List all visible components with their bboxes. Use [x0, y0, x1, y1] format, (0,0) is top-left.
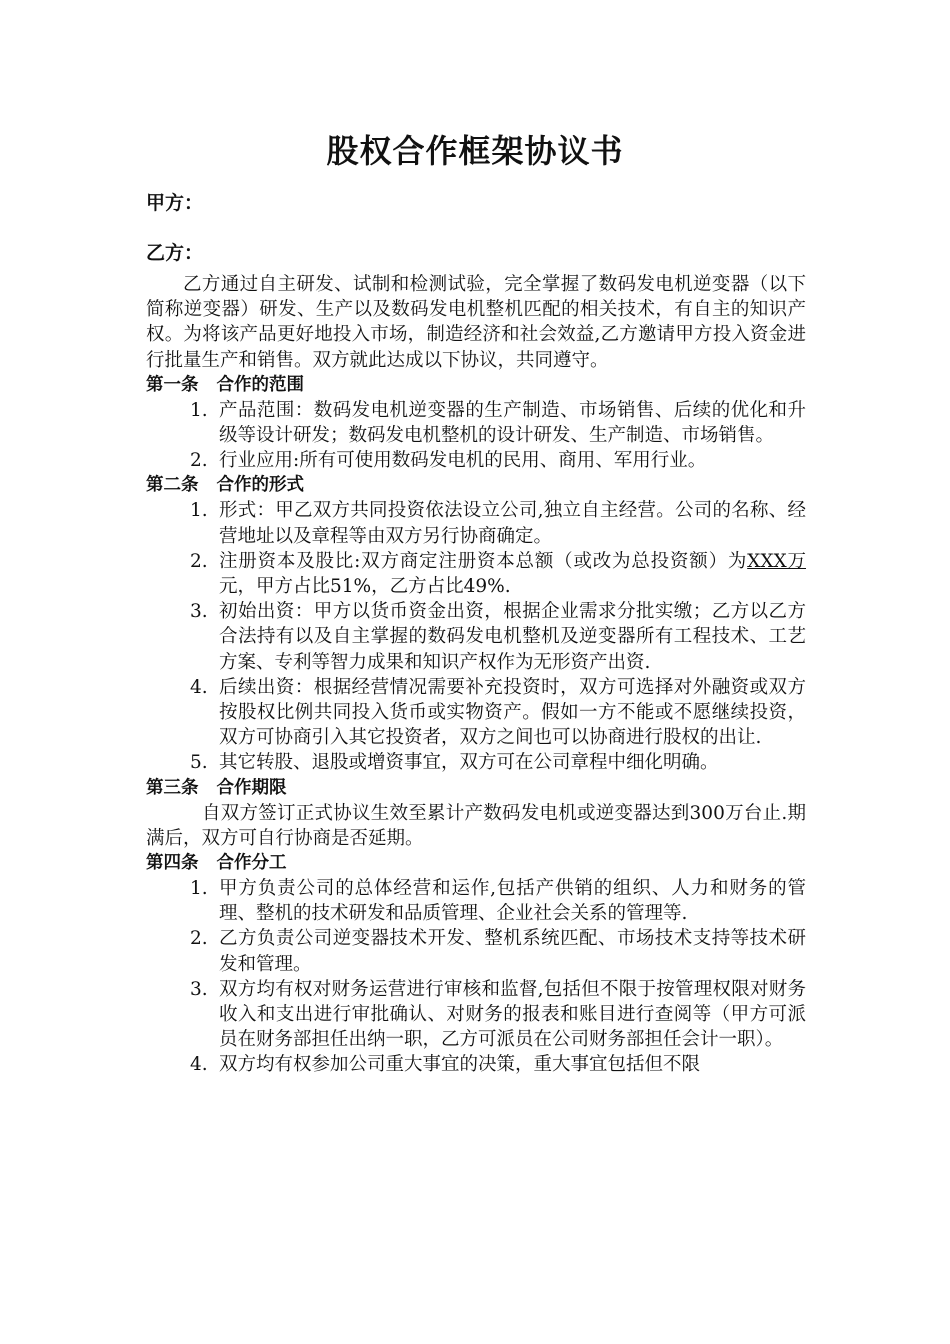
- list-item: [146, 977, 806, 1053]
- article-number: 第三条: [146, 777, 199, 798]
- article-title: 合作分工: [216, 853, 287, 874]
- article-number: 第二条: [146, 475, 199, 496]
- article-title: 合作的形式: [216, 475, 304, 496]
- item-number: 5.: [190, 752, 208, 774]
- page-title: 股权合作框架协议书: [326, 132, 624, 170]
- list-item: [146, 549, 806, 599]
- list-item: [146, 448, 806, 473]
- list-item: [146, 876, 806, 926]
- article-1-heading: [146, 373, 806, 398]
- item-number: 3.: [190, 601, 208, 623]
- item-number: 4.: [190, 1054, 208, 1076]
- item-number: 1.: [190, 500, 208, 522]
- item-text: 形式：甲乙双方共同投资依法设立公司,独立自主经营。公司的名称、经营地址以及章程等由双方另行协商确定。: [219, 500, 806, 547]
- registered-capital-amount: XXX万: [747, 550, 806, 572]
- item-text: 其它转股、退股或增资事宜，双方可在公司章程中细化明确。: [219, 752, 719, 774]
- document-body: [146, 272, 806, 1078]
- list-item: [146, 1052, 806, 1077]
- article-title: 合作的范围: [216, 374, 304, 395]
- item-text: 双方均有权参加公司重大事宜的决策，重大事宜包括但不限: [219, 1054, 701, 1076]
- item-text: 初始出资：甲方以货币资金出资，根据企业需求分批实缴；乙方以乙方合法持有以及自主掌握的数码发电机整机及逆变器所有工程技术、工艺方案、专利等智力成果和知识产权作为无形资产出资.: [219, 601, 806, 673]
- item-text-post: 元，甲方占比51%，乙方占比49%.: [219, 576, 511, 598]
- list-item: [146, 675, 806, 751]
- intro-paragraph: 乙方通过自主研发、试制和检测试验，完全掌握了数码发电机逆变器（以下简称逆变器）研发、生产以及数码发电机整机匹配的相关技术，有自主的知识产权。为将该产品更好地投入市场，制造经济和社会效益,乙方邀请甲方投入资金进行批量生产和销售。双方就此达成以下协议，共同遵守。: [146, 274, 806, 371]
- article-number: 第一条: [146, 374, 199, 395]
- party-b-label: 乙方：: [146, 242, 204, 264]
- party-a-label: 甲方：: [146, 192, 204, 214]
- item-text: 产品范围：数码发电机逆变器的生产制造、市场销售、后续的优化和升级等设计研发；数码发电机整机的设计研发、生产制造、市场销售。: [219, 399, 806, 447]
- article-title: 合作期限: [216, 777, 287, 798]
- list-item: [146, 599, 806, 675]
- item-number: 2.: [190, 550, 208, 572]
- article-4-list: [146, 876, 806, 1078]
- item-number: 3.: [190, 978, 208, 1000]
- article-1-list: [146, 398, 806, 474]
- article-2-heading: [146, 473, 806, 498]
- item-text: 乙方负责公司逆变器技术开发、整机系统匹配、市场技术支持等技术研发和管理。: [219, 928, 806, 975]
- item-number: 2.: [190, 450, 208, 472]
- article-3-heading: [146, 776, 806, 801]
- article-2-list: [146, 498, 806, 775]
- item-number: 2.: [190, 928, 208, 950]
- item-number: 1.: [190, 399, 208, 421]
- item-text: 双方均有权对财务运营进行审核和监督,包括但不限于按管理权限对财务收入和支出进行审批确认、对财务的报表和账目进行查阅等（甲方可派员在财务部担任出纳一职，乙方可派员在公司财务部担任会计一职）。: [219, 978, 806, 1051]
- article-3-paragraph: 自双方签订正式协议生效至累计产数码发电机或逆变器达到300万台止.期满后，双方可自行协商是否延期。: [146, 802, 806, 849]
- item-text: 行业应用:所有可使用数码发电机的民用、商用、军用行业。: [219, 450, 707, 472]
- list-item: [146, 750, 806, 775]
- list-item: [146, 398, 806, 448]
- list-item: [146, 498, 806, 548]
- article-4-heading: [146, 851, 806, 876]
- item-text-pre: 注册资本及股比:双方商定注册资本总额（或改为总投资额）为: [219, 550, 748, 572]
- item-text: 甲方负责公司的总体经营和运作,包括产供销的组织、人力和财务的管理、整机的技术研发和品质管理、企业社会关系的管理等.: [219, 878, 806, 925]
- item-number: 4.: [190, 676, 208, 698]
- article-number: 第四条: [146, 853, 199, 874]
- list-item: [146, 926, 806, 976]
- item-text: 后续出资：根据经营情况需要补充投资时，双方可选择对外融资或双方按股权比例共同投入货币或实物资产。假如一方不能或不愿继续投资，双方可协商引入其它投资者，双方之间也可以协商进行股权的出让.: [219, 676, 806, 749]
- item-number: 1.: [190, 878, 208, 900]
